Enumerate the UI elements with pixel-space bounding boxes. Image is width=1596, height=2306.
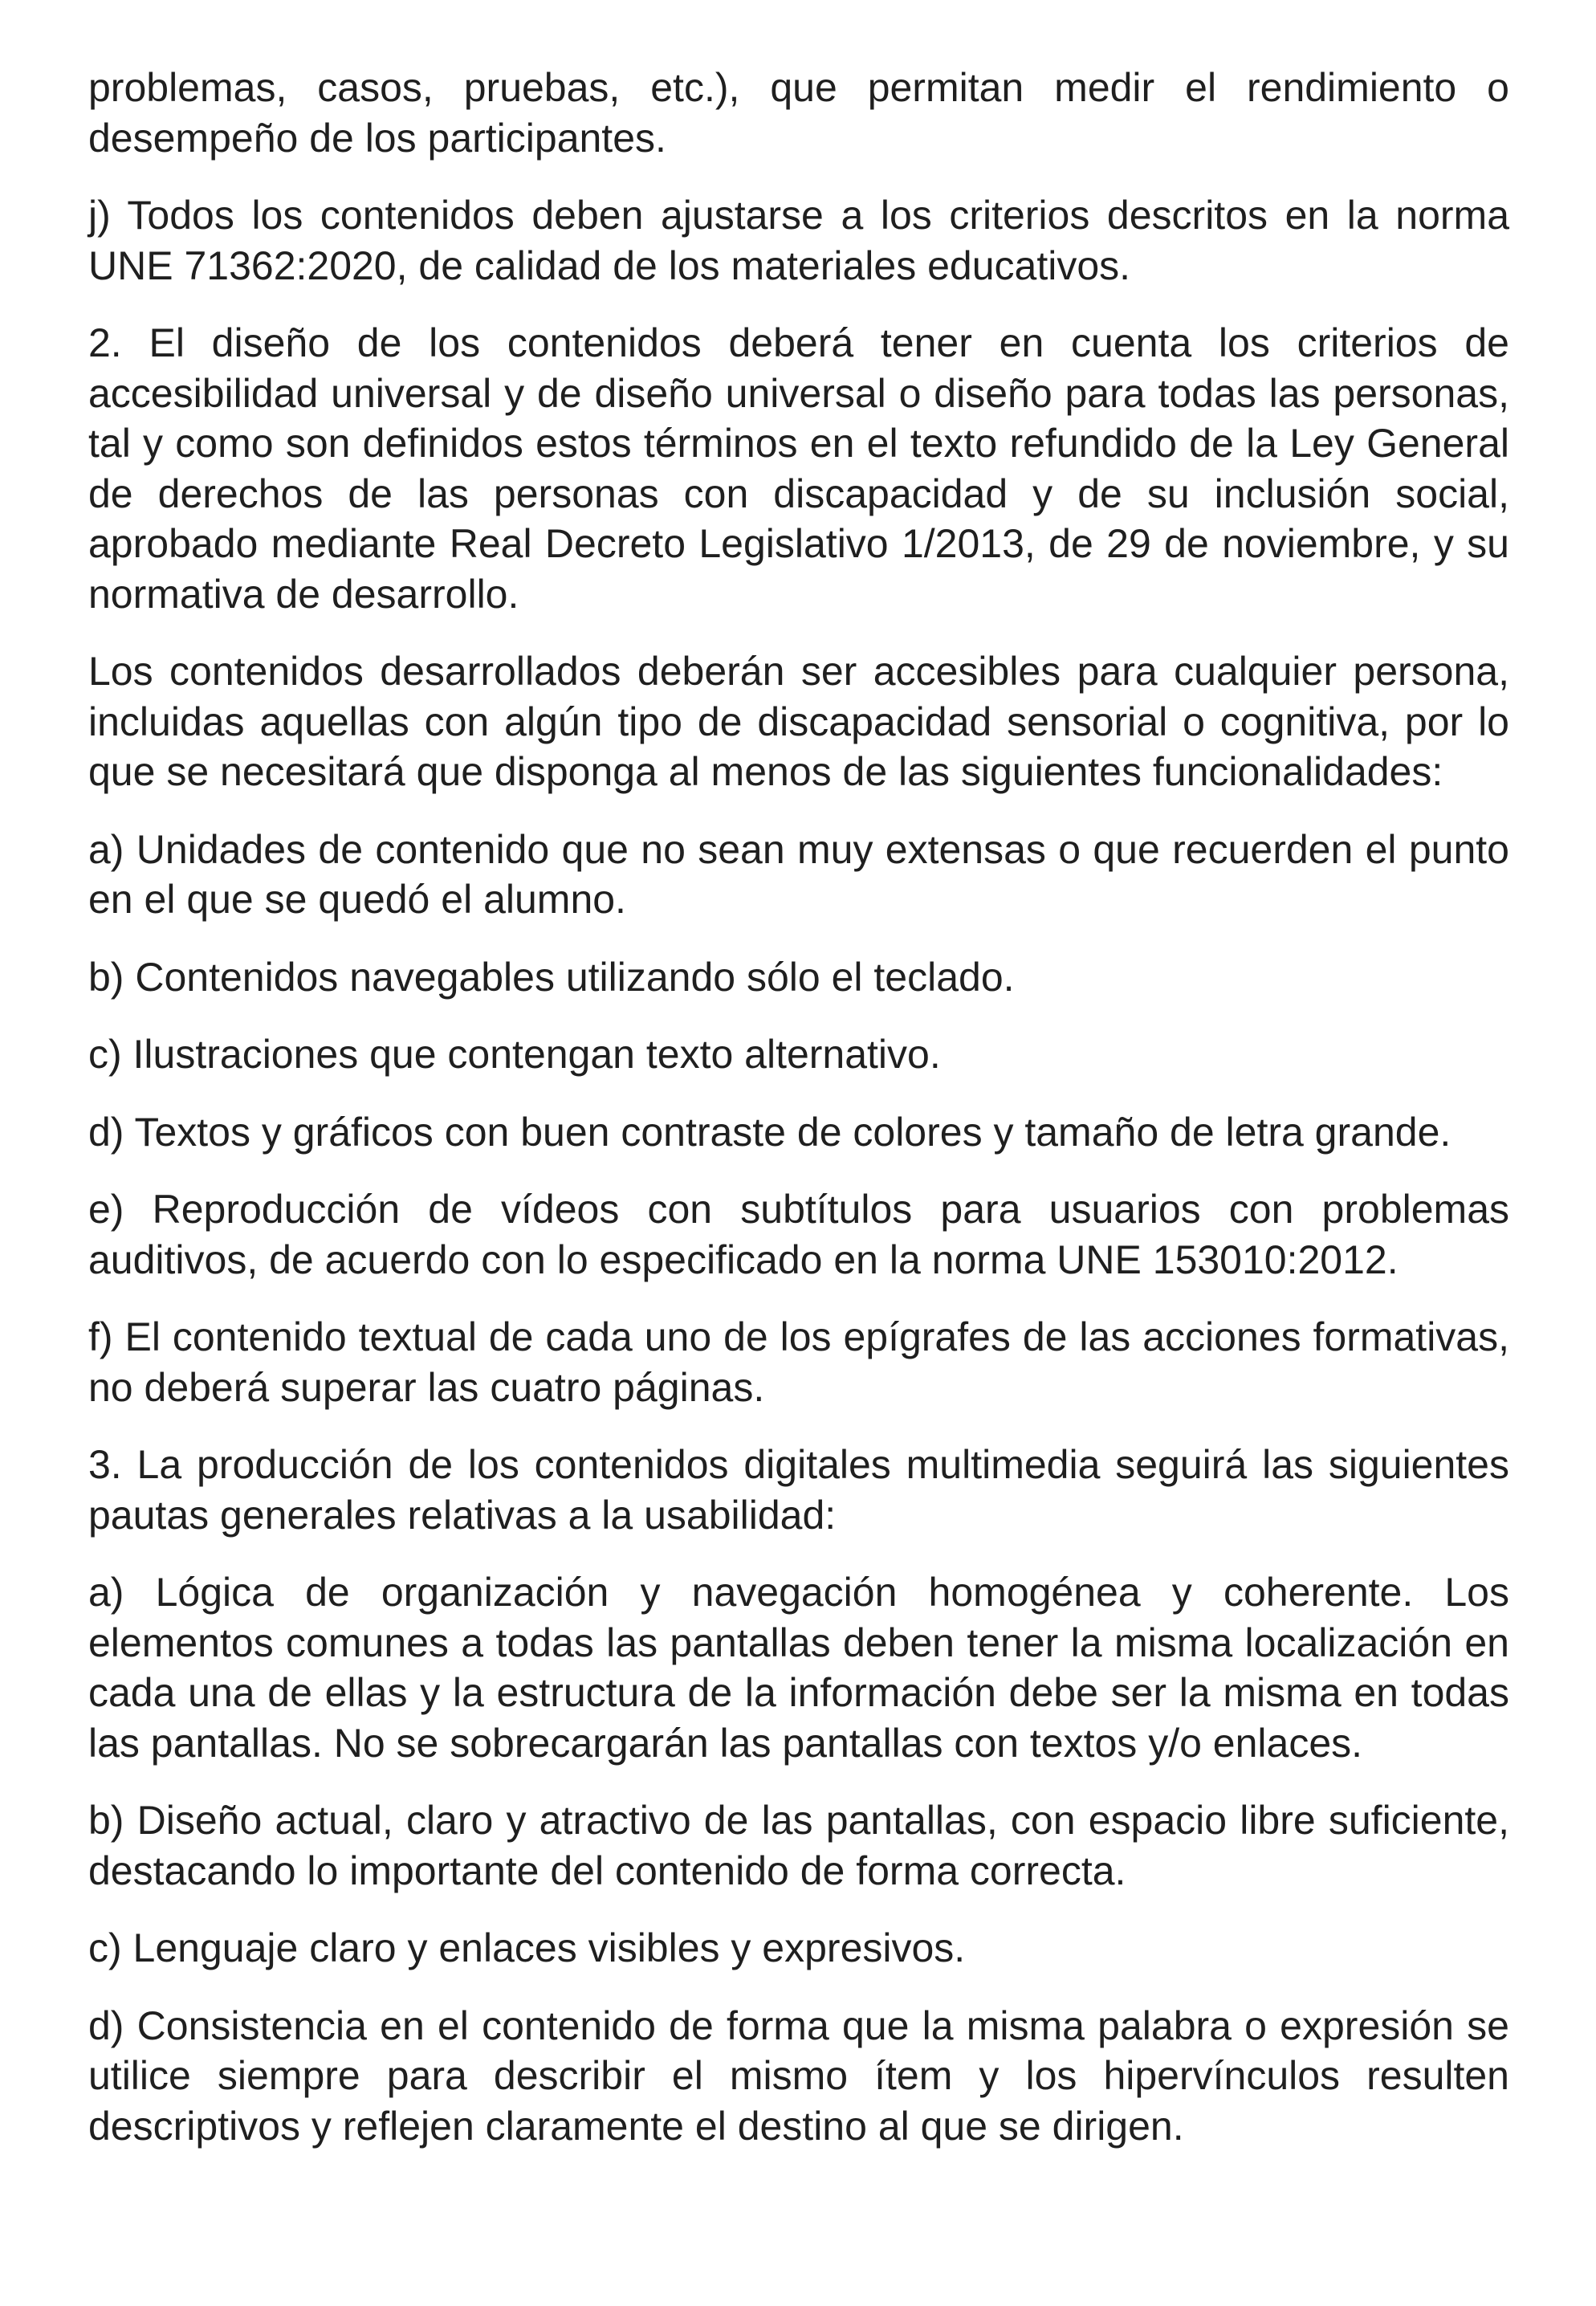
paragraph-item-d: d) Textos y gráficos con buen contraste de colores y tamaño de letra grande. <box>88 1109 1451 1155</box>
paragraph-usability-d: d) Consistencia en el contenido de forma que la misma palabra o expresión se utilice siempre para describir el mismo ítem y los hipervínculos resulten descriptivos y reflejen claramente el destino al que se dirigen. <box>88 2002 1509 2149</box>
paragraph-usability-b: b) Diseño actual, claro y atractivo de las pantallas, con espacio libre suficiente, destacando lo importante del contenido de forma correcta. <box>88 1798 1509 1893</box>
paragraph-usability-c: c) Lenguaje claro y enlaces visibles y expresivos. <box>88 1925 966 1970</box>
paragraph-section-2: 2. El diseño de los contenidos deberá tener en cuenta los criterios de accesibilidad universal y de diseño universal o diseño para todas las personas, tal y como son definidos estos términos en el texto refundido de la Ley General de derechos de las personas con discapacidad y de su inclusión social, aprobado mediante Real Decreto Legislativo 1/2013, de 29 de noviembre, y su normativa de desarrollo. <box>88 320 1509 617</box>
paragraph-usability-a: a) Lógica de organización y navegación homogénea y coherente. Los elementos comunes a todas las pantallas deben tener la misma localización en cada una de ellas y la estructura de la información debe ser la misma en todas las pantallas. No se sobrecargarán las pantallas con textos y/o enlaces. <box>88 1570 1509 1766</box>
paragraph-accessibility-intro: Los contenidos desarrollados deberán ser accesibles para cualquier persona, incluidas aquellas con algún tipo de discapacidad sensorial o cognitiva, por lo que se necesitará que disponga al menos de las siguientes funcionalidades: <box>88 649 1509 794</box>
paragraph-section-3: 3. La producción de los contenidos digitales multimedia seguirá las siguientes pautas generales relativas a la usabilidad: <box>88 1442 1509 1538</box>
paragraph-item-f: f) El contenido textual de cada uno de los epígrafes de las acciones formativas, no deberá superar las cuatro páginas. <box>88 1314 1509 1410</box>
paragraph-item-j: j) Todos los contenidos deben ajustarse a los criterios descritos en la norma UNE 71362:2020, de calidad de los materiales educativos. <box>88 193 1509 288</box>
paragraph-item-b: b) Contenidos navegables utilizando sólo el teclado. <box>88 954 1015 1000</box>
paragraph-continuation: problemas, casos, pruebas, etc.), que permitan medir el rendimiento o desempeño de los participantes. <box>88 65 1509 161</box>
document-body <box>88 63 1509 2178</box>
paragraph-item-e: e) Reproducción de vídeos con subtítulos para usuarios con problemas auditivos, de acuerdo con lo especificado en la norma UNE 153010:2012. <box>88 1187 1509 1282</box>
paragraph-item-a: a) Unidades de contenido que no sean muy extensas o que recuerden el punto en el que se quedó el alumno. <box>88 826 1509 922</box>
paragraph-item-c: c) Ilustraciones que contengan texto alternativo. <box>88 1032 941 1077</box>
